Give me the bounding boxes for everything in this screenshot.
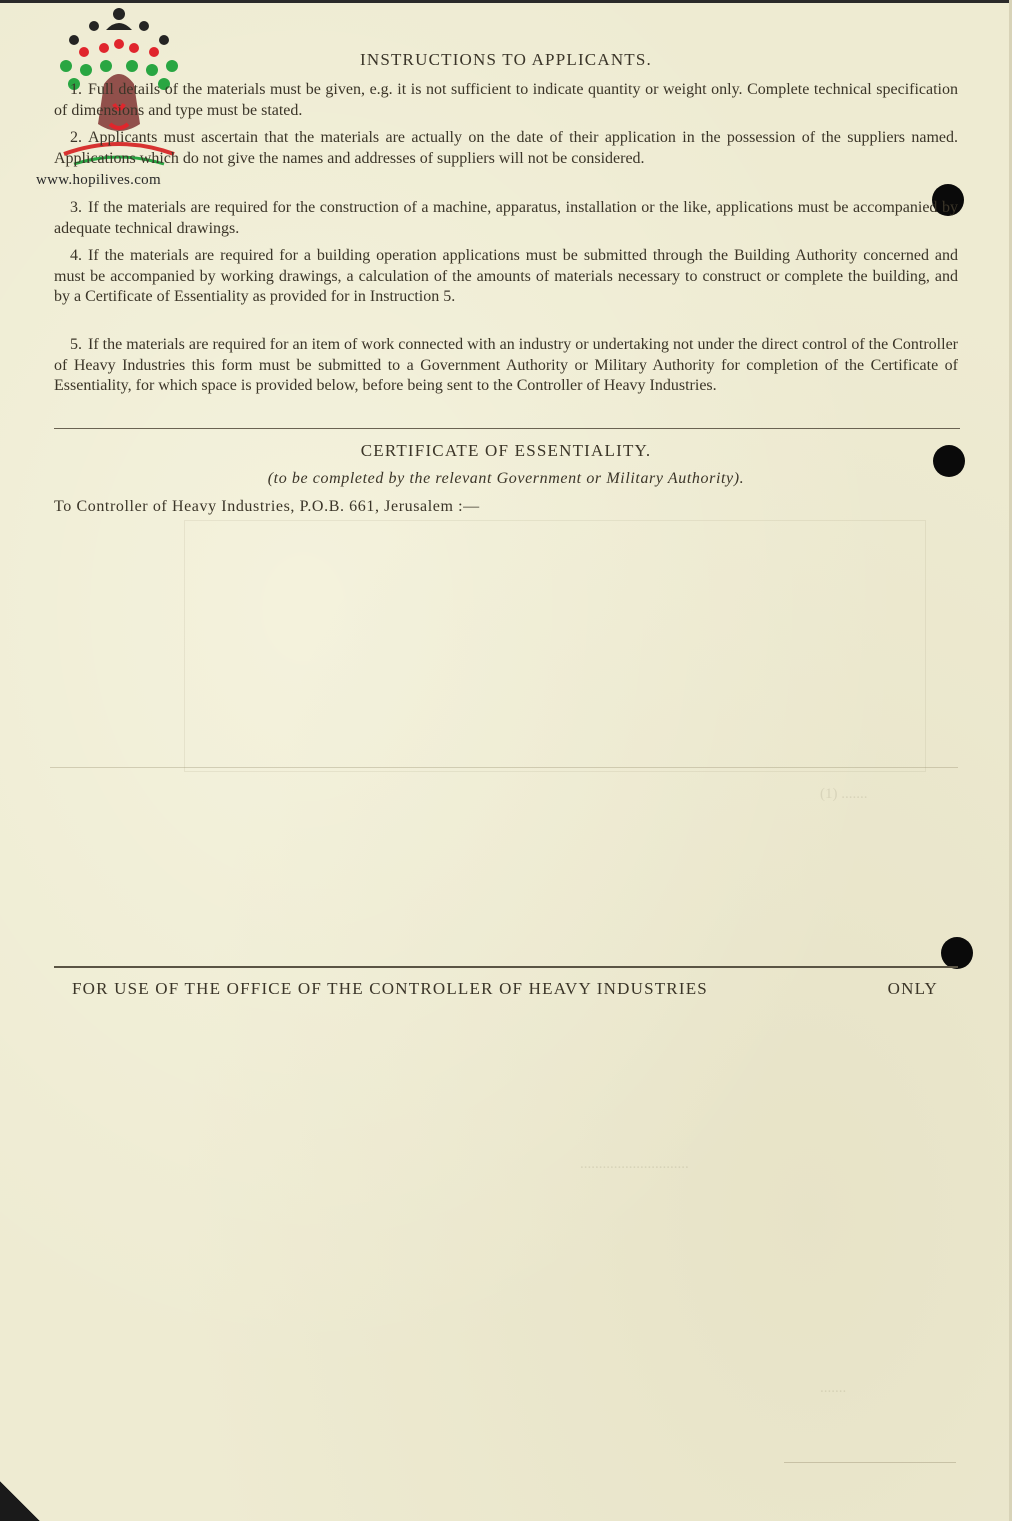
section-divider [54, 966, 958, 968]
scan-top-edge [0, 0, 1012, 3]
office-use-label: FOR USE OF THE OFFICE OF THE CONTROLLER OF HEAVY INDUSTRIES [72, 979, 708, 998]
bleed-through-mark: (1) ....... [820, 786, 868, 802]
instructions-title: INSTRUCTIONS TO APPLICANTS. [359, 50, 652, 69]
instruction-item-3 [54, 198, 958, 239]
instruction-text: If the materials are required for the construction of a machine, apparatus, installation or the like, applications must be accompanied by adequate technical drawings. [54, 199, 958, 237]
certificate-title: CERTIFICATE OF ESSENTIALITY. [360, 441, 652, 460]
instruction-number: 2. [70, 129, 82, 146]
instruction-text: If the materials are required for a building operation applications must be submitted through the Building Authority concerned and must be accompanied by working drawings, a calculation of the amounts of materials necessary to construct or complete the building, and by a Certificate of Essentiality as provided for in Instruction 5. [54, 247, 958, 305]
faint-divider [50, 767, 958, 768]
instruction-item-4 [54, 246, 958, 308]
instruction-item-2 [54, 128, 958, 169]
office-use-heading [72, 979, 938, 999]
instruction-item-1 [54, 80, 958, 121]
watermark-url: www.hopilives.com [36, 172, 161, 188]
instruction-text: Full details of the materials must be given, e.g. it is not sufficient to indicate quantity or weight only. Complete technical specification of dimensions and type must be stated. [54, 81, 958, 119]
instruction-number: 3. [70, 199, 82, 216]
bleed-through-box [184, 520, 926, 772]
section-divider [54, 428, 960, 429]
office-use-suffix: ONLY [887, 979, 938, 998]
instruction-text: If the materials are required for an item of work connected with an industry or undertaking not under the direct control of the Controller of Heavy Industries this form must be submitted to a Government Authority or Military Authority for completion of the Certificate of Essentiality, for which space is provided below, before being sent to the Controller of Heavy Industries. [54, 336, 958, 394]
instruction-number: 1. [70, 81, 82, 98]
faint-divider [784, 1462, 956, 1463]
bleed-through-mark: ....... [820, 1380, 847, 1396]
instruction-text: Applicants must ascertain that the materials are actually on the date of their application in the possession of the suppliers named. Applications which do not give the names and addresses of suppliers will not be considered. [54, 129, 958, 167]
instruction-number: 5. [70, 336, 82, 353]
certificate-addressee: To Controller of Heavy Industries, P.O.B. 661, Jerusalem :— [54, 498, 480, 515]
bleed-through-mark: ............................. [580, 1156, 689, 1172]
punch-hole [941, 937, 973, 969]
instruction-number: 4. [70, 247, 82, 264]
certificate-subtitle: (to be completed by the relevant Government or Military Authority). [267, 470, 745, 487]
scan-corner-shadow [0, 1481, 40, 1521]
instruction-item-5 [54, 335, 958, 397]
